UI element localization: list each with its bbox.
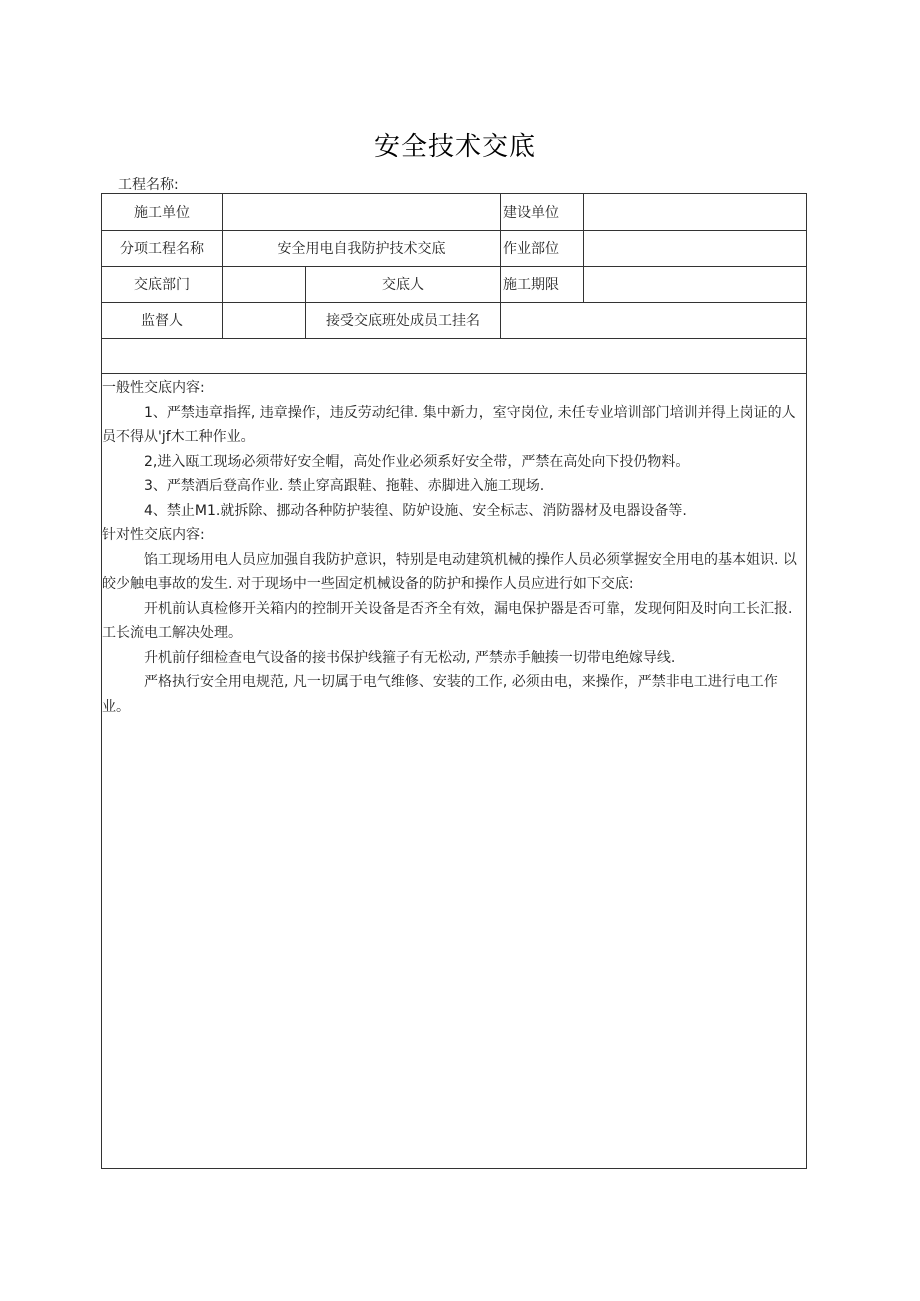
subproject-name-value: 安全用电自我防护技术交底	[277, 241, 446, 257]
general-item: 1、严禁违章指挥, 违章操作，违反劳动纪律. 集中新力，室守岗位, 未任专业培训部门培训并得上岗证的人员不得从'jf木工种作业。	[102, 404, 796, 445]
specific-item: 严格执行安全用电规范, 凡一切属于电气维修、安装的工作, 必须由电，来操作，严禁非电工进行电工作业。	[102, 674, 778, 715]
construction-period-value	[584, 266, 806, 302]
general-item: 4、禁止M1.就拆除、挪动各种防护装徨、防妒设施、安全标志、消防器材及电器设备等.	[144, 502, 687, 519]
owner-unit-value	[584, 194, 806, 230]
work-location-value	[584, 230, 806, 266]
recipients-signature-value	[501, 302, 806, 338]
specific-item: 馅工现场用电人员应加强自我防护意识，特别是电动建筑机械的操作人员必须掌握安全用电的基本姐识. 以皎少触电事故的发生. 对于现场中一些固定机械设备的防护和操作人员应进行如下交底:	[102, 551, 797, 592]
disclosure-department-value	[223, 266, 305, 302]
project-name-label: 工程名称:	[118, 177, 179, 193]
general-item: 3、严禁酒后登高作业. 禁止穿高跟鞋、拖鞋、赤脚进入施工现场.	[144, 478, 545, 494]
specific-item: 升机前仔细检查电气设备的接书保护线箍子有无松动, 严禁赤手触揍一切带电绝嫁导线.	[144, 649, 676, 666]
supervisor-value	[223, 302, 305, 338]
specific-item: 开机前认真检修开关箱内的控制开关设备是否齐全有效，漏电保护器是否可靠，发现何阳及时向工长汇报. 工长流电工解决处理。	[102, 600, 793, 641]
discloser-label: 交底人	[382, 277, 424, 293]
project-name-line	[118, 174, 185, 194]
disclosure-content	[102, 374, 806, 719]
specific-disclosure-heading: 针对性交底内容:	[102, 527, 205, 543]
construction-unit-label: 施工单位	[134, 205, 190, 221]
row-divider	[102, 338, 806, 339]
general-disclosure-heading: 一般性交底内容:	[102, 380, 205, 396]
work-location-label: 作业部位	[503, 241, 559, 257]
disclosure-form	[101, 193, 807, 1169]
disclosure-department-label: 交底部门	[134, 277, 190, 293]
construction-period-label: 施工期限	[503, 277, 559, 293]
general-item: 2,进入瓯工现场必须带好安全帽，高处作业必须系好安全带，严禁在高处向下投仍物料。	[144, 453, 690, 470]
document-title: 安全技术交底	[373, 132, 536, 162]
recipients-signature-label: 接受交底班处成员工挂名	[326, 313, 480, 329]
owner-unit-label: 建设单位	[503, 205, 559, 221]
subproject-name-label: 分项工程名称	[120, 241, 204, 257]
construction-unit-value	[223, 194, 500, 230]
supervisor-label: 监督人	[141, 313, 183, 329]
